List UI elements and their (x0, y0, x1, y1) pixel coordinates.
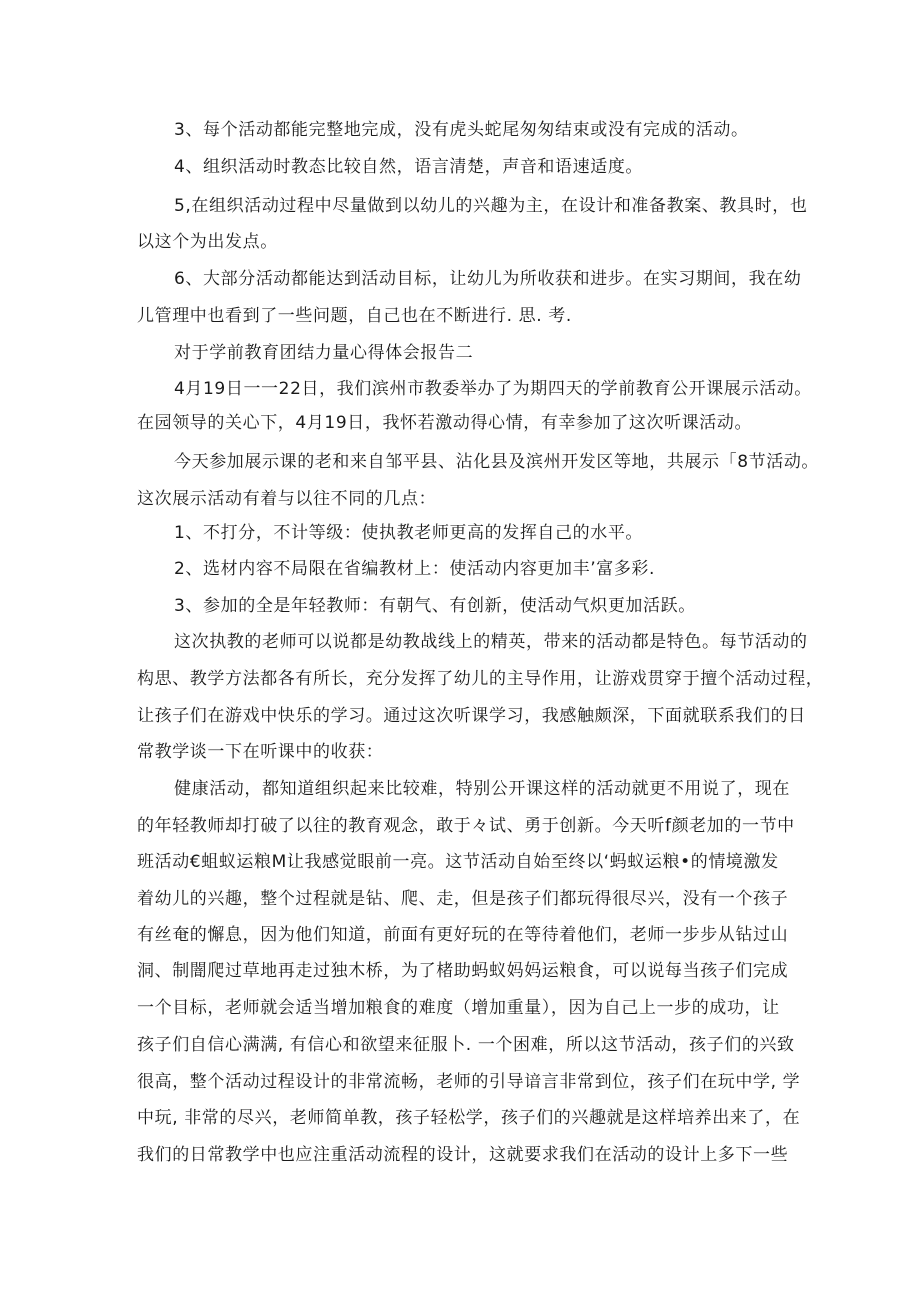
text-line: 着幼儿的兴趣，整个过程就是钻、爬、走，但是孩子们都玩得很尽兴，没有一个孩子 (137, 889, 789, 909)
text-line: 5,在组织活动过程中尽量做到以幼儿的兴趣为主，在设计和准备教案、教具时，也 (174, 196, 808, 216)
list-item: 1、不打分，不计等级：使执教老师更高的发挥自己的水平。 (174, 523, 644, 543)
text-line: 孩子们自信心满满, 有信心和欲望来征服卜. 一个困难，所以这节活动，孩子们的兴致 (137, 1035, 795, 1055)
section-heading: 对于学前教育团结力量心得体会报告二 (174, 343, 474, 363)
text-line: 这次展示活动有着与以往不同的几点： (137, 489, 437, 509)
text-line: 的年轻教师却打破了以往的教育观念，敢于々试、勇于创新。今天听f颜老加的一节中 (137, 816, 795, 836)
list-item: 3、参加的全是年轻教师：有朝气、有创新，使活动气炽更加活跃。 (174, 596, 696, 616)
text-line: 常教学谈一下在听课中的收获： (137, 742, 384, 762)
text-line: 以这个为出发点。 (137, 232, 278, 252)
text-line: 洞、制闇爬过草地再走过独木桥，为了楮助蚂蚁妈妈运粮食，可以说每当孩子们完成 (137, 961, 789, 981)
text-line: 我们的日常教学中也应注重活动流程的设计，这就要求我们在活动的设计上多下一些 (137, 1145, 789, 1165)
text-line: 有丝奄的懈息，因为他们知道，前面有更好玩的在等待着他们，老师一步步从钻过山 (137, 925, 789, 945)
text-line: 在园领导的关心下，4月19日，我怀若激动得心情，有幸参加了这次听课活动。 (137, 413, 753, 433)
list-item: 2、选材内容不局限在省编教材上：使活动内容更加丰’富多彩. (174, 559, 656, 579)
text-line: 一个目标，老师就会适当增加粮食的难度（增加重量），因为自己上一步的成功，让 (137, 998, 780, 1018)
text-line: 6、大部分活动都能达到活动目标，让幼儿为所收获和进步。在实习期间，我在幼 (174, 269, 802, 289)
text-line: 让孩子们在游戏中快乐的学习。通过这次听课学习，我感触颇深，下面就联系我们的日 (137, 706, 806, 726)
text-line: 很高，整个活动过程设计的非常流畅，老师的引导谙言非常到位，孩子们在玩中学, 学 (137, 1072, 801, 1092)
text-line: 健康活动，都知道组织起来比较难，特别公开课这样的活动就更不用说了，现在 (174, 779, 790, 799)
text-line: 4月19日一一22日，我们滨州市教委举办了为期四天的学前教育公开课展示活动。 (174, 379, 812, 399)
text-line: 儿管理中也看到了一些问题，自己也在不断进行. 思. 考. (137, 306, 572, 326)
text-line: 构思、教学方法都各有所长，充分发挥了幼儿的主导作用，让游戏贯穿于擅个活动过程， (137, 669, 824, 689)
text-line: 这次执教的老师可以说都是幼教战线上的精英，带来的活动都是特色。每节活动的 (174, 632, 808, 652)
text-line: 中玩, 非常的尽兴，老师简单教，孩子轻松学，孩子们的兴趣就是这样培养出来了，在 (137, 1108, 801, 1128)
text-line: 3、每个活动都能完整地完成，没有虎头蛇尾匆匆结束或没有完成的活动。 (174, 120, 749, 140)
text-line: 今天参加展示课的老和来自邹平县、沾化县及滨州开发区等地，共展示「8节活动。 (174, 452, 820, 472)
text-line: 班活动€蛆蚁运粮M让我感觉眼前一亮。这节活动自始至终以‘蚂蚁运粮•的情境激发 (137, 852, 779, 872)
text-line: 4、组织活动时教态比较自然，语言清楚，声音和语速适度。 (174, 157, 644, 177)
